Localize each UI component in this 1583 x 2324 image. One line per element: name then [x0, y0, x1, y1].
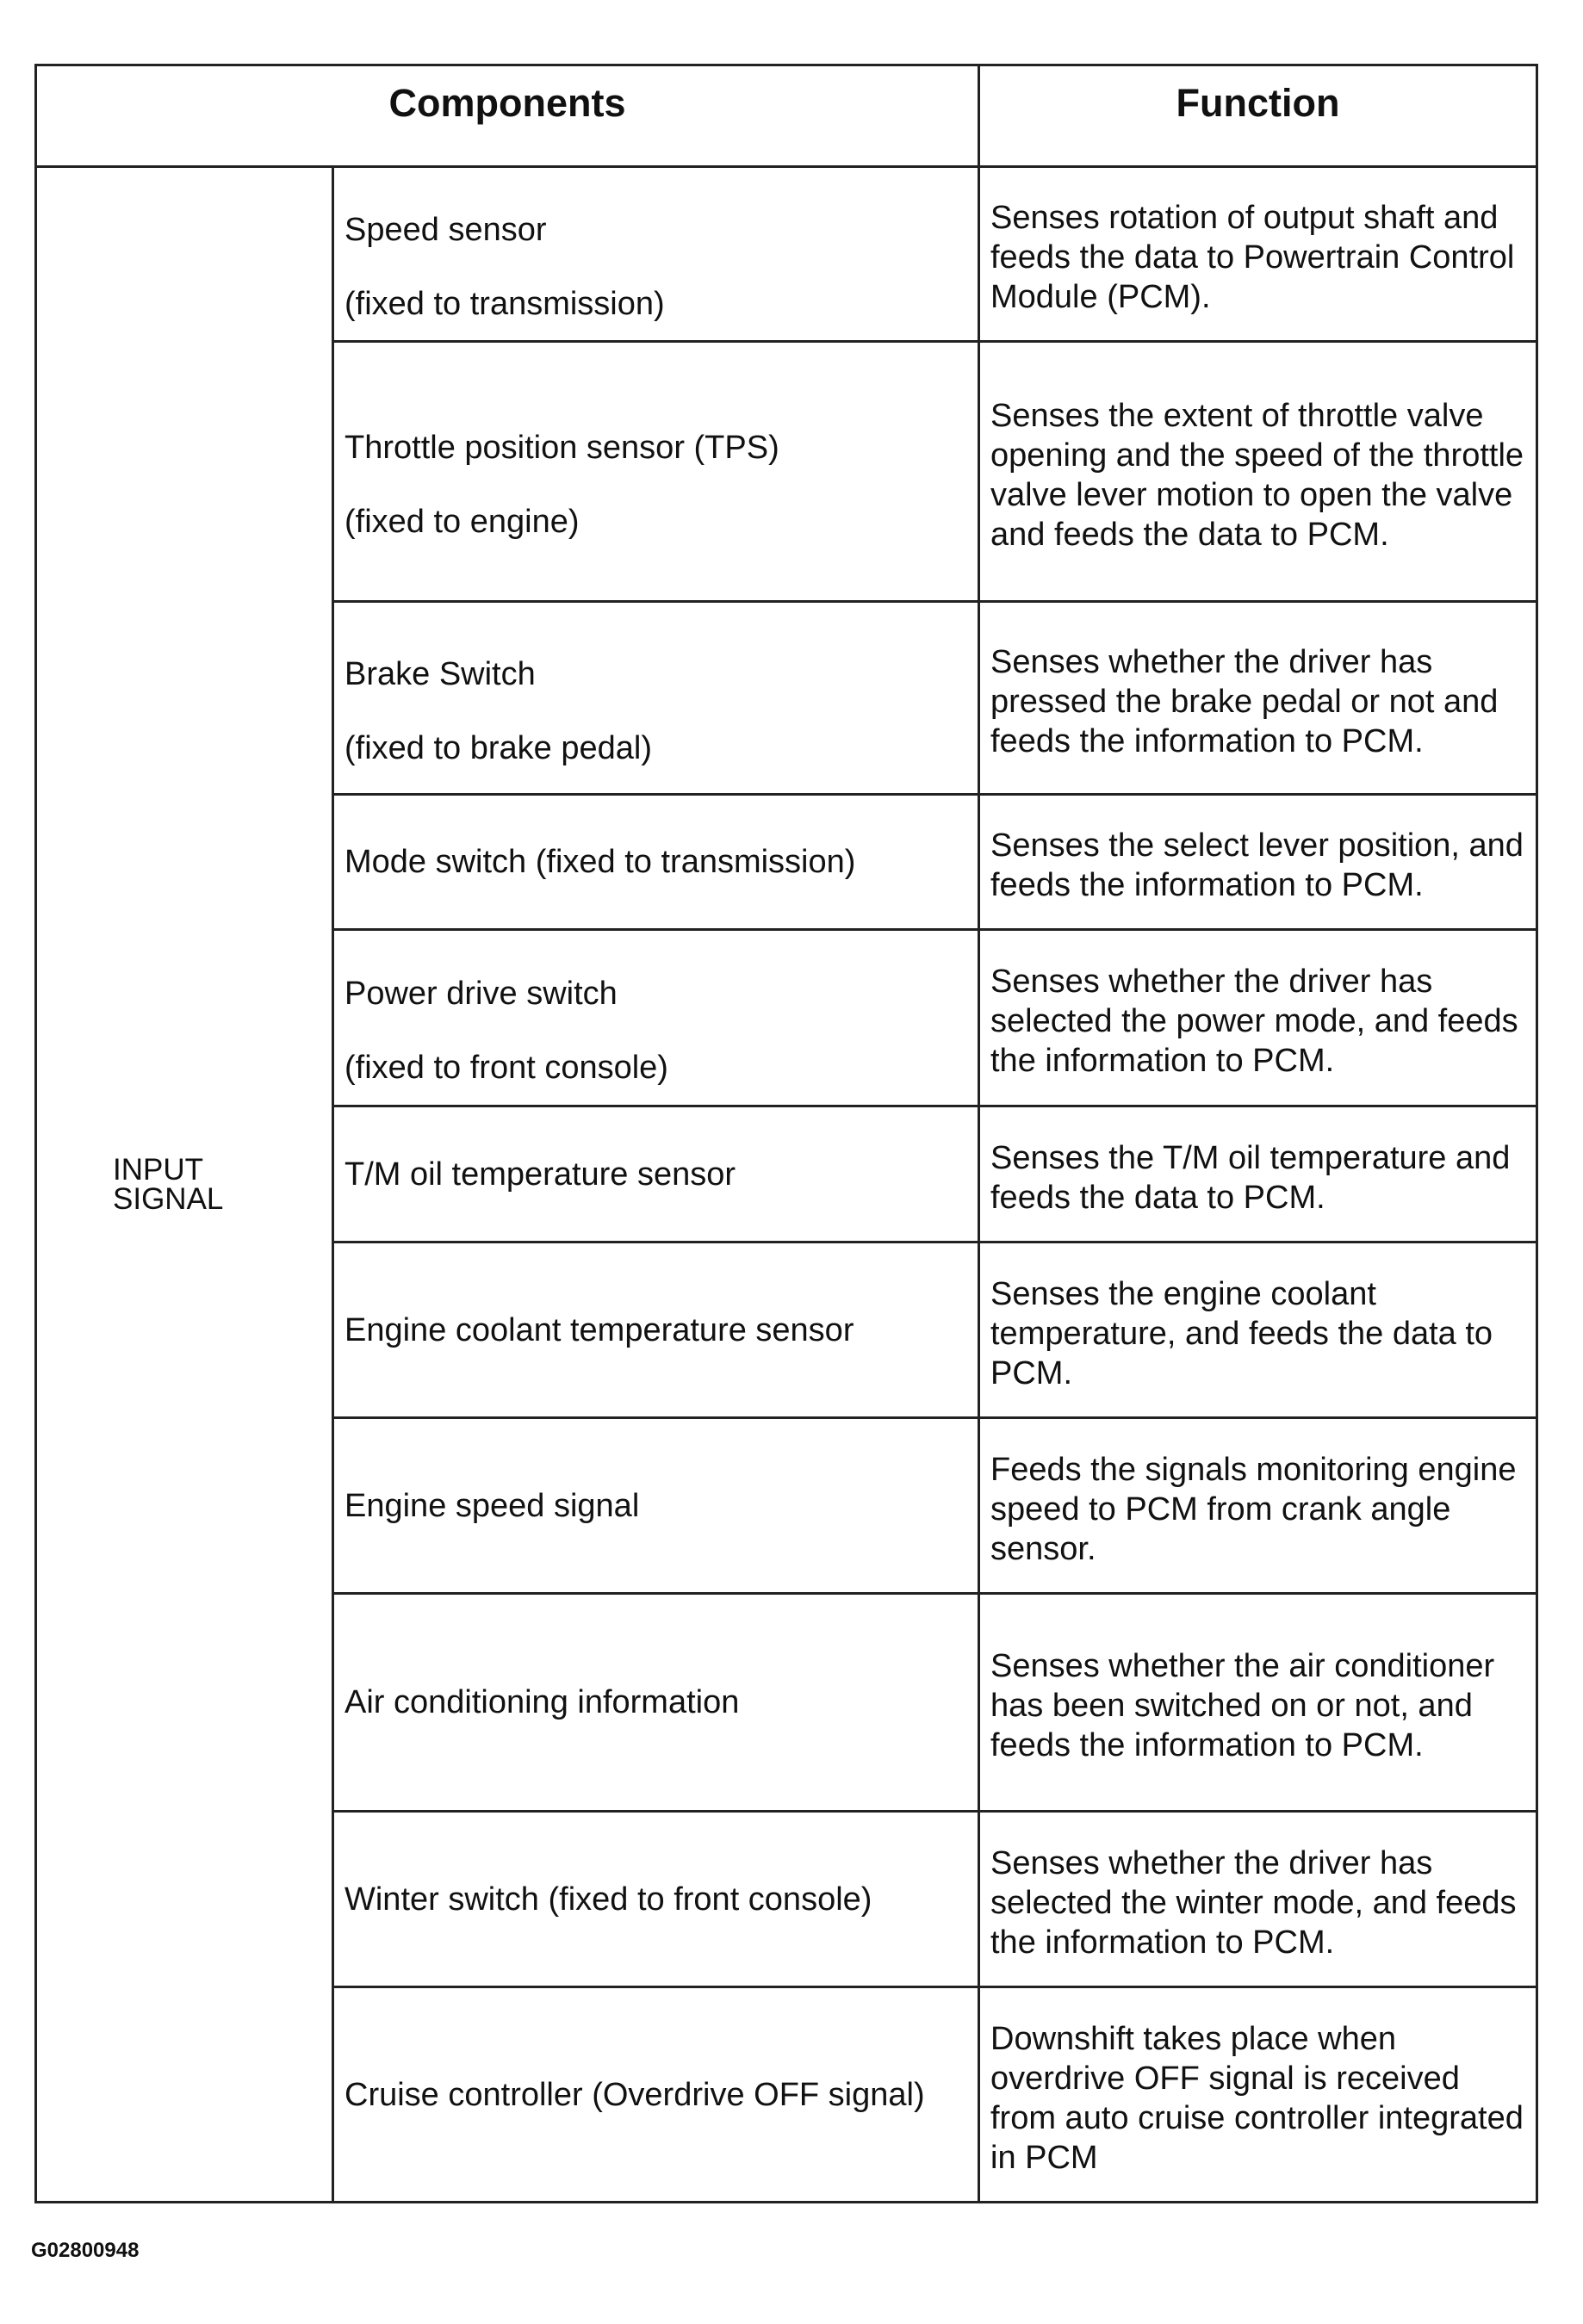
component-name: Speed sensor [345, 212, 547, 248]
component-note: (fixed to engine) [345, 503, 580, 540]
table-row [36, 167, 1537, 342]
header-function: Function [979, 65, 1537, 167]
function-cell: Senses the select lever position, and feeds the information to PCM. [979, 795, 1537, 930]
header-row [36, 65, 1537, 167]
component-name: Throttle position sensor (TPS) [345, 429, 779, 466]
function-cell: Senses whether the driver has selected the winter mode, and feeds the information to PCM. [979, 1812, 1537, 1987]
group-label-input-signal [36, 167, 333, 2203]
component-name: Engine coolant temperature sensor [345, 1311, 854, 1348]
figure-id: G02800948 [31, 2239, 140, 2262]
group-label: INPUT SIGNAL [113, 1152, 224, 1216]
component-note: (fixed to brake pedal) [345, 729, 652, 766]
component-cell [333, 602, 979, 795]
function-cell: Senses the engine coolant temperature, and feeds the data to PCM. [979, 1243, 1537, 1418]
component-cell [333, 1106, 979, 1243]
component-name: Engine speed signal [345, 1487, 640, 1524]
component-cell [333, 1418, 979, 1594]
component-cell [333, 1987, 979, 2203]
component-name: Power drive switch [345, 976, 618, 1012]
function-cell: Senses whether the air conditioner has been switched on or not, and feeds the information to PCM. [979, 1594, 1537, 1812]
component-name: Brake Switch [345, 655, 536, 692]
function-cell: Downshift takes place when overdrive OFF signal is received from auto cruise controller integrated in PCM [979, 1987, 1537, 2203]
function-cell: Senses the T/M oil temperature and feeds the data to PCM. [979, 1106, 1537, 1243]
component-cell [333, 1812, 979, 1987]
component-cell [333, 930, 979, 1106]
component-note: (fixed to transmission) [345, 286, 665, 322]
function-cell: Senses whether the driver has selected the power mode, and feeds the information to PCM. [979, 930, 1537, 1106]
components-function-table [34, 64, 1538, 2203]
component-note: (fixed to front console) [345, 1050, 668, 1086]
component-name: Cruise controller (Overdrive OFF signal) [345, 2076, 925, 2113]
function-cell: Senses the extent of throttle valve opening and the speed of the throttle valve lever motion to open the valve and feeds the data to PCM. [979, 342, 1537, 602]
component-cell [333, 167, 979, 342]
component-name: Mode switch (fixed to transmission) [345, 844, 856, 880]
function-cell: Senses rotation of output shaft and feeds the data to Powertrain Control Module (PCM). [979, 167, 1537, 342]
component-cell [333, 1243, 979, 1418]
component-name: T/M oil temperature sensor [345, 1156, 736, 1193]
component-cell [333, 1594, 979, 1812]
header-components: Components [36, 65, 979, 167]
function-cell: Senses whether the driver has pressed the brake pedal or not and feeds the information to PCM. [979, 602, 1537, 795]
function-cell: Feeds the signals monitoring engine speed to PCM from crank angle sensor. [979, 1418, 1537, 1594]
component-cell [333, 342, 979, 602]
component-name: Winter switch (fixed to front console) [345, 1881, 872, 1918]
component-name: Air conditioning information [345, 1684, 740, 1720]
component-cell [333, 795, 979, 930]
